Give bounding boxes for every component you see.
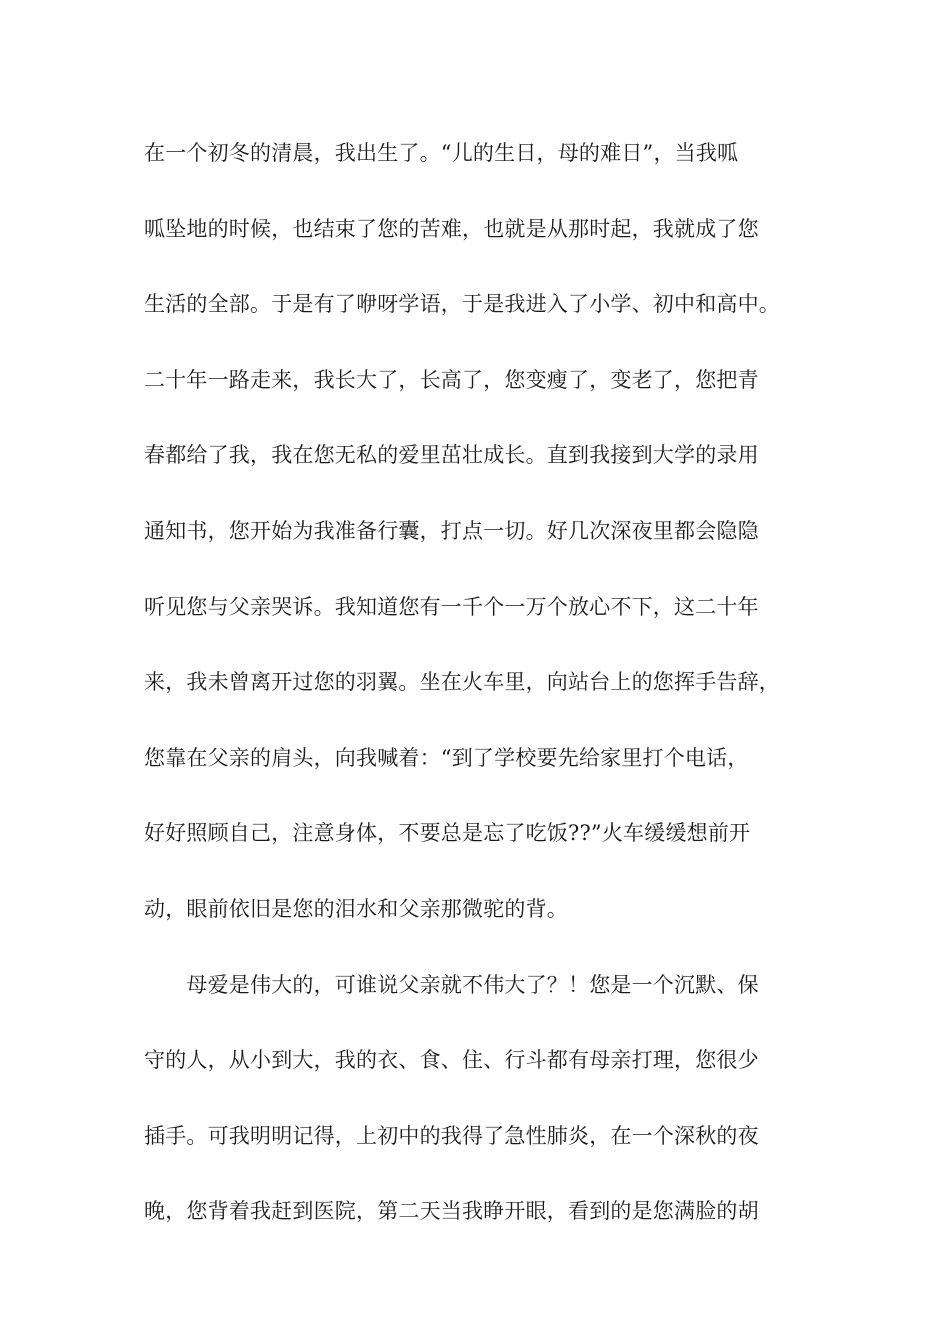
text-line: 您靠在父亲的肩头，向我喊着：“到了学校要先给家里打个电话， — [144, 745, 749, 770]
text-line: 动，眼前依旧是您的泪水和父亲那微驼的背。 — [144, 896, 568, 921]
text-line: 晚，您背着我赶到医院，第二天当我睁开眼，看到的是您满脸的胡 — [144, 1199, 759, 1224]
text-line: 春都给了我，我在您无私的爱里茁壮成长。直到我接到大学的录用 — [144, 443, 759, 468]
text-line: 通知书，您开始为我准备行囊，打点一切。好几次深夜里都会隐隐 — [144, 518, 759, 543]
text-line: 生活的全部。于是有了咿呀学语，于是我进入了小学、初中和高中。 — [144, 292, 780, 317]
body-text — [144, 128, 824, 1262]
text-line: 二十年一路走来，我长大了，长高了，您变瘦了，变老了，您把青 — [144, 367, 759, 392]
text-line: 守的人，从小到大，我的衣、食、住、行斗都有母亲打理，您很少 — [144, 1048, 759, 1073]
text-line: 听见您与父亲哭诉。我知道您有一千个一万个放心不下，这二十年 — [144, 594, 759, 619]
text-line: 在一个初冬的清晨，我出生了。“儿的生日，母的难日”，当我呱 — [144, 141, 739, 165]
paragraph-start-line: 母爱是伟大的，可谁说父亲就不伟大了？！您是一个沉默、保 — [144, 972, 759, 997]
text-line: 插手。可我明明记得，上初中的我得了急性肺炎，在一个深秋的夜 — [144, 1123, 759, 1148]
text-line: 好好照顾自己，注意身体，不要总是忘了吃饭??”火车缓缓想前开 — [144, 821, 751, 846]
text-line: 呱坠地的时候，也结束了您的苦难，也就是从那时起，我就成了您 — [144, 216, 759, 241]
text-line: 来，我未曾离开过您的羽翼。坐在火车里，向站台上的您挥手告辞， — [144, 670, 780, 695]
